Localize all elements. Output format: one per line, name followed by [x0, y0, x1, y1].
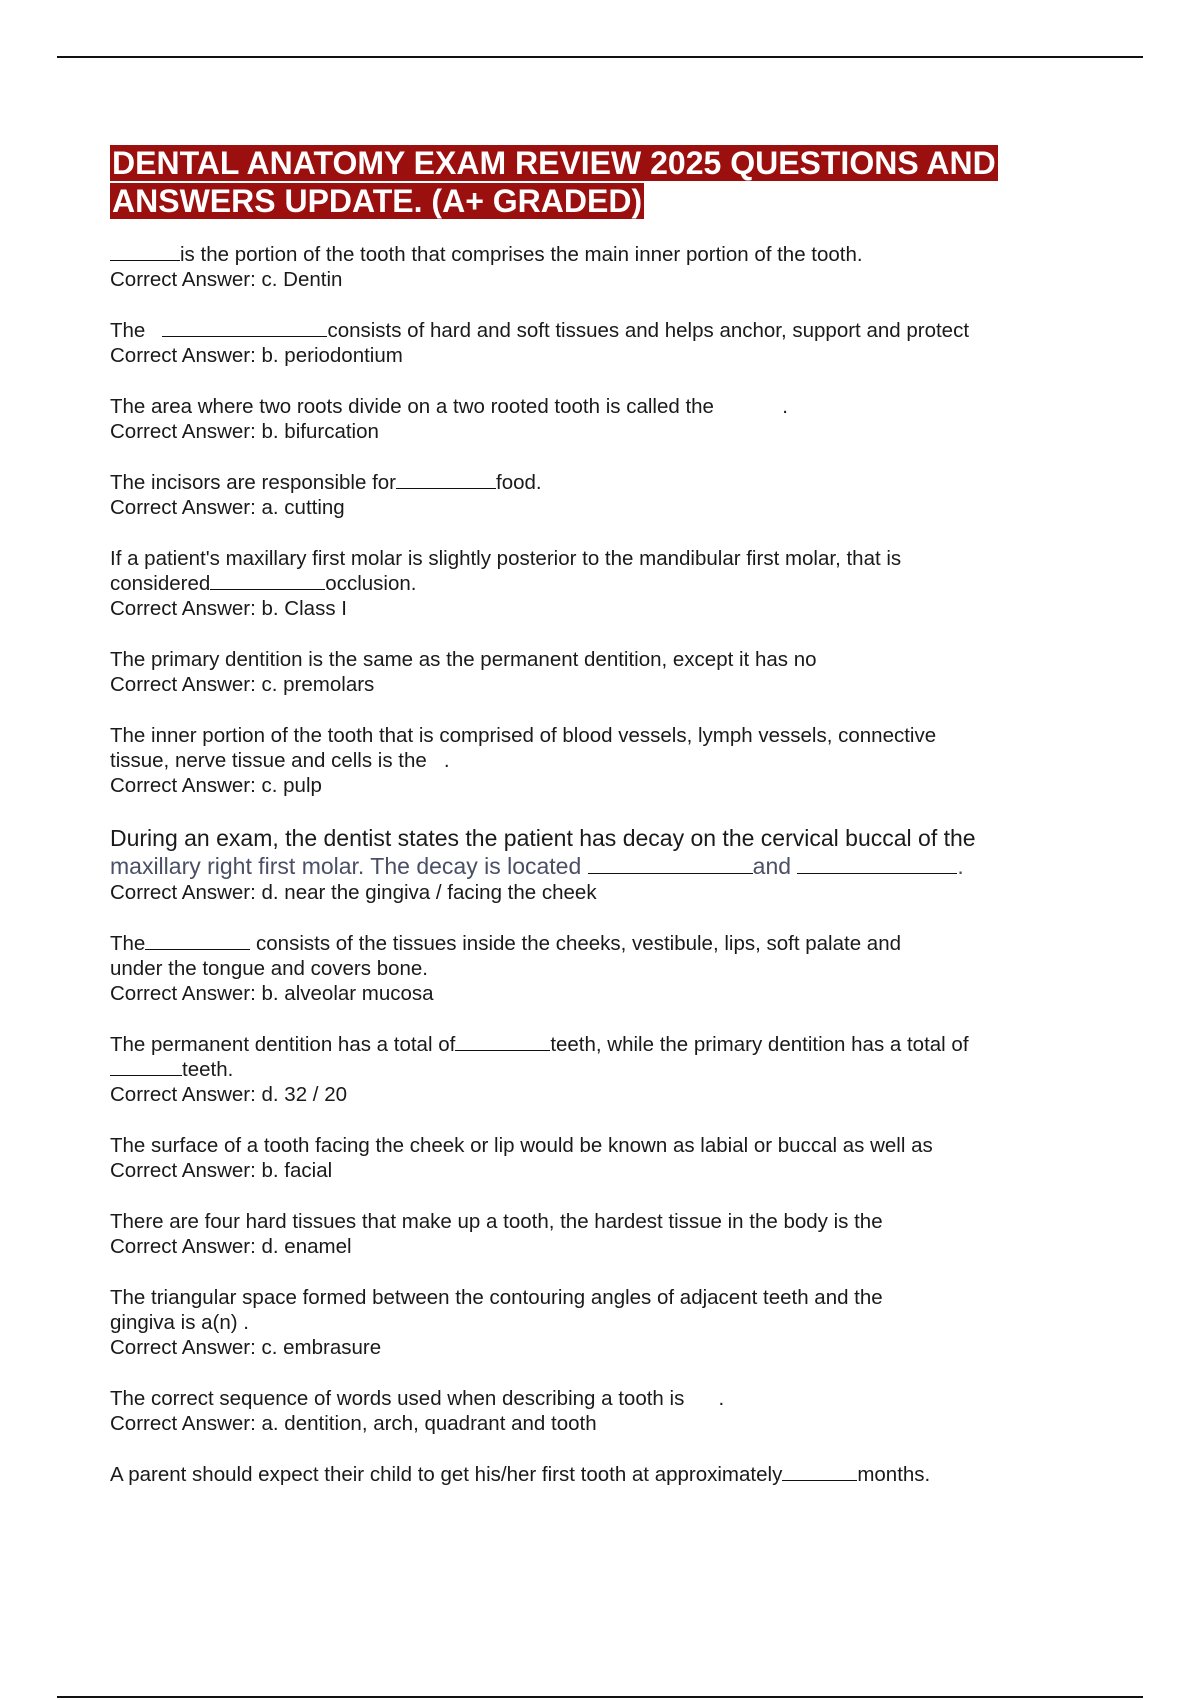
- question-text: During an exam, the dentist states the patient has decay on the cervical buccal of the: [110, 825, 976, 851]
- question-text: The triangular space formed between the contouring angles of adjacent teeth and the: [110, 1286, 883, 1309]
- qa-item: [110, 1285, 1050, 1360]
- correct-answer: Correct Answer: d. enamel: [110, 1235, 352, 1258]
- question-text: The primary dentition is the same as the permanent dentition, except it has no: [110, 648, 817, 671]
- qa-item: [110, 723, 1050, 798]
- correct-answer: Correct Answer: a. dentition, arch, quadrant and tooth: [110, 1412, 597, 1435]
- qa-item: [110, 242, 1050, 292]
- fill-blank: [110, 242, 180, 261]
- question-text-cont: considered occlusion.: [110, 572, 417, 595]
- question-text-cont: tissue, nerve tissue and cells is the .: [110, 749, 450, 772]
- correct-answer: Correct Answer: d. near the gingiva / facing the cheek: [110, 881, 597, 904]
- qa-item: [110, 1209, 1050, 1259]
- correct-answer: Correct Answer: d. 32 / 20: [110, 1083, 348, 1106]
- fill-blank: [588, 855, 753, 874]
- question-text: If a patient's maxillary first molar is slightly posterior to the mandibular first molar, that is: [110, 547, 902, 570]
- qa-item: [110, 470, 1050, 520]
- qa-item: [110, 394, 1050, 444]
- fill-blank: [797, 855, 957, 874]
- question-text: The consists of the tissues inside the cheeks, vestibule, lips, soft palate and: [110, 932, 901, 955]
- qa-item: [110, 931, 1050, 1006]
- fill-blank: [396, 470, 496, 489]
- question-text-cont: teeth.: [110, 1057, 1050, 1082]
- question-text: is the portion of the tooth that comprises the main inner portion of the tooth.: [110, 242, 1050, 267]
- question-text-cont: gingiva is a(n) .: [110, 1311, 250, 1334]
- fill-blank: [210, 571, 325, 590]
- fill-blank: [145, 931, 250, 950]
- qa-item: [110, 1386, 1050, 1436]
- correct-answer: Correct Answer: b. periodontium: [110, 344, 403, 367]
- qa-item: [110, 647, 1050, 697]
- correct-answer: Correct Answer: c. embrasure: [110, 1336, 382, 1359]
- question-text-cont: maxillary right first molar. The decay is located and .: [110, 853, 964, 879]
- qa-item: [110, 1133, 1050, 1183]
- correct-answer: Correct Answer: b. bifurcation: [110, 420, 379, 443]
- question-text: A parent should expect their child to get his/her first tooth at approximately months.: [110, 1463, 931, 1486]
- correct-answer: Correct Answer: c. Dentin: [110, 268, 343, 291]
- question-text: The incisors are responsible for food.: [110, 471, 542, 494]
- question-text: The surface of a tooth facing the cheek or lip would be known as labial or buccal as well as: [110, 1134, 933, 1157]
- correct-answer: Correct Answer: b. alveolar mucosa: [110, 982, 434, 1005]
- top-rule: [57, 56, 1143, 58]
- page-title: DENTAL ANATOMY EXAM REVIEW 2025 QUESTIONS AND ANSWERS UPDATE. (A+ GRADED): [112, 145, 996, 219]
- document-body: [110, 144, 1050, 1513]
- correct-answer: Correct Answer: b. Class I: [110, 597, 347, 620]
- qa-item: [110, 1032, 1050, 1107]
- fill-blank: [110, 1057, 182, 1076]
- correct-answer: Correct Answer: b. facial: [110, 1159, 333, 1182]
- qa-item: [110, 546, 1050, 621]
- correct-answer: Correct Answer: a. cutting: [110, 496, 345, 519]
- question-text: The area where two roots divide on a two rooted tooth is called the .: [110, 395, 789, 418]
- question-text: The permanent dentition has a total of teeth, while the primary dentition has a total of: [110, 1033, 969, 1056]
- correct-answer: Correct Answer: c. premolars: [110, 673, 375, 696]
- bottom-rule: [57, 1696, 1143, 1698]
- qa-item: [110, 824, 1050, 905]
- fill-blank: [782, 1462, 857, 1481]
- question-text: The inner portion of the tooth that is comprised of blood vessels, lymph vessels, connective: [110, 724, 937, 747]
- qa-item: [110, 1462, 1050, 1487]
- fill-blank: [455, 1032, 550, 1051]
- question-text: The correct sequence of words used when describing a tooth is .: [110, 1387, 725, 1410]
- question-text: There are four hard tissues that make up a tooth, the hardest tissue in the body is the: [110, 1210, 883, 1233]
- correct-answer: Correct Answer: c. pulp: [110, 774, 322, 797]
- question-text: The consists of hard and soft tissues and helps anchor, support and protect: [110, 319, 970, 342]
- qa-item: [110, 318, 1050, 368]
- question-text-cont: under the tongue and covers bone.: [110, 957, 428, 980]
- fill-blank: [162, 318, 327, 337]
